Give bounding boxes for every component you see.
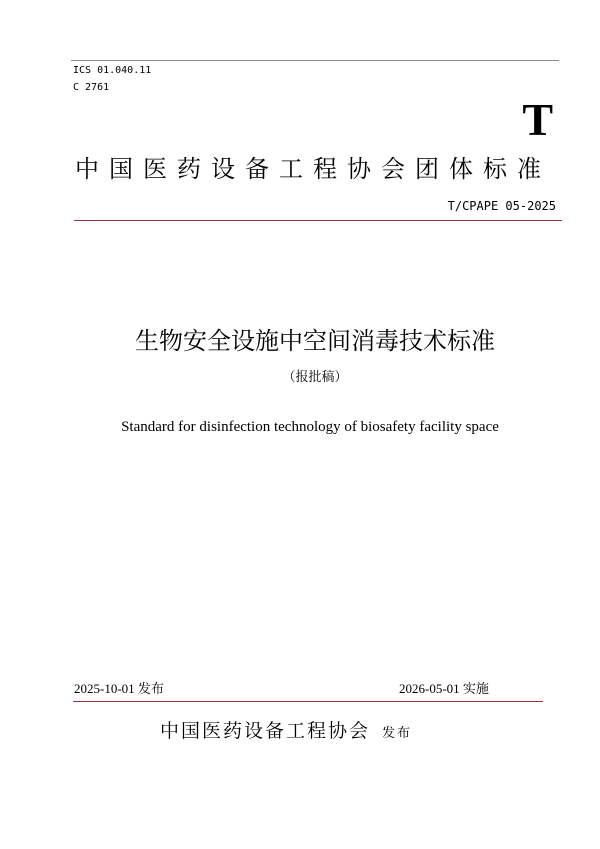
top-divider (71, 60, 559, 61)
publisher-line (160, 719, 412, 746)
effective-date: 2026-05-01 实施 (399, 681, 489, 696)
draft-status: （报批稿） (282, 370, 348, 385)
classification-code: C 2761 (73, 82, 110, 93)
organization-standard-title: 中国医药设备工程协会团体标准 (75, 155, 551, 183)
standard-mark: T (522, 94, 553, 145)
english-title: Standard for disinfection technology of biosafety facility space (121, 419, 499, 435)
publisher-name: 中国医药设备工程协会 (160, 720, 371, 742)
publish-label: 发布 (382, 726, 413, 741)
footer-divider (73, 701, 543, 702)
document-title: 生物安全设施中空间消毒技术标准 (135, 327, 495, 355)
standard-number: T/CPAPE 05-2025 (447, 199, 556, 213)
header-divider (74, 220, 562, 221)
ics-code: ICS 01.040.11 (73, 65, 152, 76)
publish-date: 2025-10-01 发布 (74, 681, 164, 696)
